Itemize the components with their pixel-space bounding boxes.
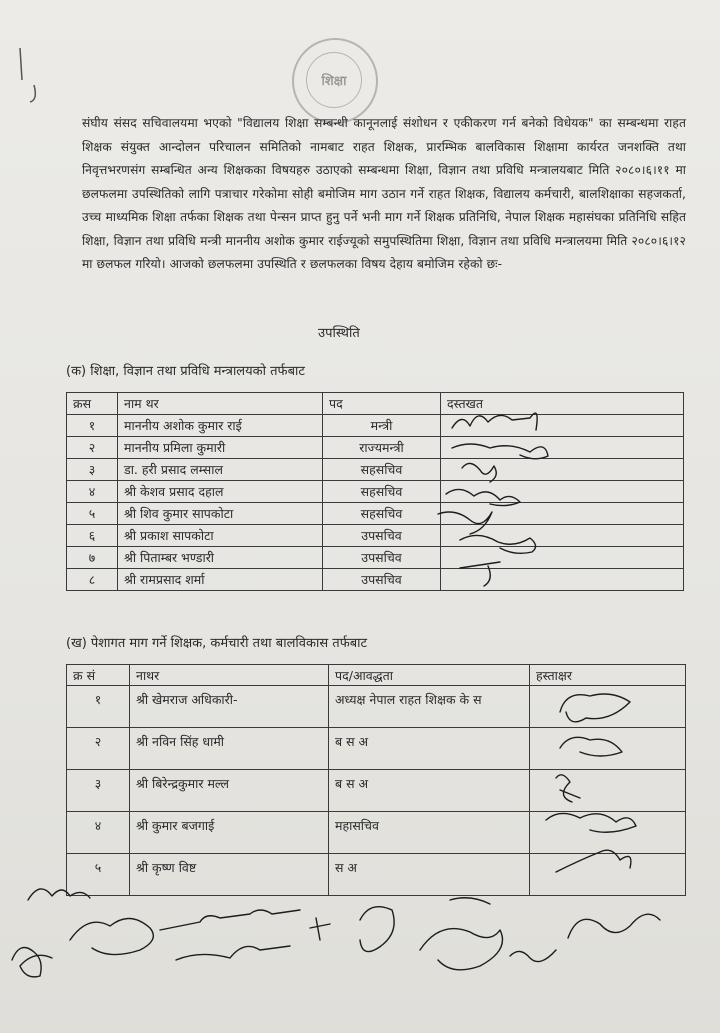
table-row	[67, 459, 684, 481]
cell-post: स अ	[329, 854, 530, 896]
table-row	[67, 437, 684, 459]
professional-attendance-table	[66, 664, 686, 896]
cell-post: महासचिव	[329, 812, 530, 854]
cell-post: उपसचिव	[323, 525, 441, 547]
cell-name: श्री बिरेन्द्रकुमार मल्ल	[130, 770, 329, 812]
col-header-name: नाथर	[130, 665, 329, 686]
table-row	[67, 728, 686, 770]
cell-name: माननीय अशोक कुमार राई	[118, 415, 323, 437]
table-row	[67, 854, 686, 896]
cell-signature	[441, 547, 684, 569]
stamp-text: शिक्षा	[306, 52, 362, 108]
cell-sn: ५	[67, 854, 130, 896]
table-header-row	[67, 393, 684, 415]
cell-signature	[530, 728, 686, 770]
intro-paragraph: संघीय संसद सचिवालयमा भएको "विद्यालय शिक्षा सम्बन्धी कानूनलाई संशोधन र एकीकरण गर्न बनेको विधेयक" का सम्बन्धमा राहत शिक्षक संयुक्त आन्दोलन परिचालन समितिको नामबाट राहत शिक्षक, प्रारम्भिक बालविकास शिक्षामा कार्यरत जनशक्ति तथा निवृत्तभरणसंग सम्बन्धित अन्य शिक्षकका विषयहरु उठाएको सम्बन्धमा शिक्षा, विज्ञान तथा प्रविधि मन्त्रालयबाट मिति २०८०।६।११ मा छलफलमा उपस्थितिको लागि पत्राचार गरेकोमा सोही बमोजिम माग उठान गर्ने राहत शिक्षक, विद्यालय कर्मचारी, बालशिक्षाका सहजकर्ता, उच्च माध्यमिक शिक्षा तर्फका शिक्षक तथा पेन्सन प्राप्त हुनु पर्ने भनी माग गर्ने शिक्षक प्रतिनिधि, नेपाल शिक्षक महासंघका प्रतिनिधि सहित शिक्षा, विज्ञान तथा प्रविधि मन्त्री माननीय अशोक कुमार राईज्यूको समुपस्थितिमा शिक्षा, विज्ञान तथा प्रविधि मन्त्रालयमा मिति २०८०।६।१२ मा छलफल गरियो। आजको छलफलमा उपस्थिति र छलफलका विषय देहाय बमोजिम रहेको छः-	[82, 116, 686, 271]
table-row	[67, 569, 684, 591]
attendance-heading: उपस्थिति	[318, 326, 360, 341]
cell-name: श्री कुमार बजगाई	[130, 812, 329, 854]
cell-post: अध्यक्ष नेपाल राहत शिक्षक के स	[329, 686, 530, 728]
cell-sn: ३	[67, 770, 130, 812]
cell-name: श्री प्रकाश सापकोटा	[118, 525, 323, 547]
cell-signature	[441, 437, 684, 459]
cell-signature	[530, 686, 686, 728]
cell-post: ब स अ	[329, 728, 530, 770]
cell-signature	[530, 854, 686, 896]
cell-post: ब स अ	[329, 770, 530, 812]
cell-post: उपसचिव	[323, 547, 441, 569]
cell-signature	[441, 415, 684, 437]
cell-sn: १	[67, 686, 130, 728]
cell-post: मन्त्री	[323, 415, 441, 437]
cell-sn: २	[67, 728, 130, 770]
section-a-title: (क) शिक्षा, विज्ञान तथा प्रविधि मन्त्रालयको तर्फबाट	[66, 364, 305, 379]
col-header-sn: क्रस	[67, 393, 118, 415]
cell-signature	[530, 812, 686, 854]
cell-sn: ७	[67, 547, 118, 569]
cell-post: सहसचिव	[323, 503, 441, 525]
cell-signature	[441, 503, 684, 525]
cell-sn: ४	[67, 812, 130, 854]
col-header-post: पद	[323, 393, 441, 415]
cell-signature	[530, 770, 686, 812]
table-row	[67, 415, 684, 437]
table-row	[67, 525, 684, 547]
cell-post: सहसचिव	[323, 481, 441, 503]
col-header-post: पद/आवद्धता	[329, 665, 530, 686]
table-row	[67, 503, 684, 525]
cell-sn: २	[67, 437, 118, 459]
cell-post: राज्यमन्त्री	[323, 437, 441, 459]
cell-name: डा. हरी प्रसाद लम्साल	[118, 459, 323, 481]
cell-sn: १	[67, 415, 118, 437]
col-header-signature: दस्तखत	[441, 393, 684, 415]
cell-post: सहसचिव	[323, 459, 441, 481]
cell-name: श्री पिताम्बर भण्डारी	[118, 547, 323, 569]
cell-sn: ५	[67, 503, 118, 525]
cell-sn: ६	[67, 525, 118, 547]
col-header-name: नाम थर	[118, 393, 323, 415]
table-header-row	[67, 665, 686, 686]
cell-name: श्री कृष्ण विष्ट	[130, 854, 329, 896]
cell-sn: ४	[67, 481, 118, 503]
cell-name: श्री रामप्रसाद शर्मा	[118, 569, 323, 591]
table-row	[67, 547, 684, 569]
ministry-attendance-table	[66, 392, 684, 591]
col-header-signature: हस्ताक्षर	[530, 665, 686, 686]
cell-sn: ८	[67, 569, 118, 591]
cell-sn: ३	[67, 459, 118, 481]
cell-name: माननीय प्रमिला कुमारी	[118, 437, 323, 459]
table-row	[67, 481, 684, 503]
margin-pen-mark	[12, 40, 52, 110]
table-row	[67, 686, 686, 728]
table-row	[67, 812, 686, 854]
cell-name: श्री खेमराज अधिकारी-	[130, 686, 329, 728]
cell-signature	[441, 525, 684, 547]
cell-signature	[441, 481, 684, 503]
table-row	[67, 770, 686, 812]
cell-name: श्री नविन सिंह धामी	[130, 728, 329, 770]
col-header-sn: क्र सं	[67, 665, 130, 686]
cell-name: श्री शिव कुमार सापकोटा	[118, 503, 323, 525]
cell-signature	[441, 459, 684, 481]
cell-name: श्री केशव प्रसाद दहाल	[118, 481, 323, 503]
cell-signature	[441, 569, 684, 591]
section-b-title: (ख) पेशागत माग गर्ने शिक्षक, कर्मचारी तथा बालविकास तर्फबाट	[66, 636, 368, 651]
cell-post: उपसचिव	[323, 569, 441, 591]
